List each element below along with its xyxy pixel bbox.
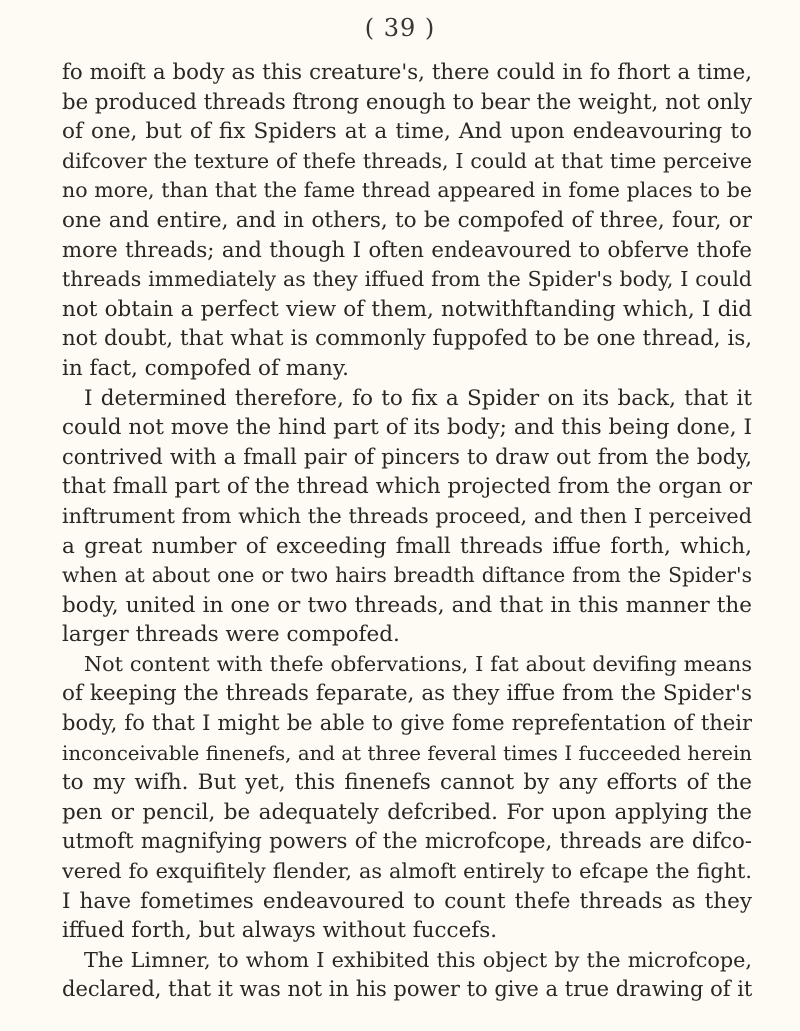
text-line: difcover the texture of thefe threads, I could at that time perceive — [62, 148, 752, 173]
text-line: when at about one or two hairs breadth diftance from the Spider's — [62, 563, 752, 588]
text-line: larger threads were compofed. — [62, 622, 400, 648]
text-line: one and entire, and in others, to be compofed of three, four, or — [62, 207, 752, 233]
text-line: I have fometimes endeavoured to count thefe threads as they — [62, 888, 752, 914]
text-line: a great number of exceeding fmall threads iffue forth, which, — [62, 533, 752, 559]
text-line: contrived with a fmall pair of pincers to draw out from the body, — [62, 444, 752, 469]
text-line: body, united in one or two threads, and that in this manner the — [62, 592, 752, 618]
text-line: vered fo exquifitely flender, as almoft entirely to efcape the fight. — [62, 859, 752, 884]
text-line: utmoft magnifying powers of the microfcope, threads are difco- — [62, 829, 752, 855]
paragraph-1 — [62, 58, 752, 384]
text-line: not obtain a perfect view of them, notwithftanding which, I did — [62, 296, 752, 322]
text-line: be produced threads ftrong enough to bear the weight, not only — [62, 89, 752, 115]
paragraph-4 — [62, 946, 752, 1005]
text-line: iffued forth, but always without fuccefs. — [62, 918, 498, 944]
text-line: of keeping the threads feparate, as they iffue from the Spider's — [62, 681, 752, 707]
text-line: threads immediately as they iffued from the Spider's body, I could — [62, 267, 752, 292]
text-line: inconceivable finenefs, and at three feveral times I fucceeded herein — [62, 741, 752, 765]
text-line: of one, but of fix Spiders at a time, And upon endeavouring to — [62, 119, 752, 145]
text-line: no more, than that the fame thread appeared in fome places to be — [62, 178, 752, 203]
paragraph-2 — [62, 384, 752, 650]
text-line: Not content with thefe obfervations, I fat about devifing means — [84, 651, 752, 676]
text-line: declared, that it was not in his power to give a true drawing of it — [62, 977, 752, 1002]
text-line: I determined therefore, fo to fix a Spider on its back, that it — [84, 385, 752, 411]
text-line: in fact, compofed of many. — [62, 355, 349, 381]
text-line: not doubt, that what is commonly fuppofed to be one thread, is, — [62, 326, 752, 352]
text-line: to my wifh. But yet, this finenefs cannot by any efforts of the — [62, 770, 752, 796]
page-number: ( 39 ) — [364, 14, 436, 42]
paragraph-3 — [62, 650, 752, 946]
text-line: pen or pencil, be adequately defcribed. For upon applying the — [62, 799, 752, 825]
text-line: inftrument from which the threads proceed, and then I perceived — [62, 503, 752, 528]
body-text — [62, 58, 752, 1005]
text-line: could not move the hind part of its body; and this being done, I — [62, 415, 752, 441]
text-line: The Limner, to whom I exhibited this object by the microfcope, — [84, 947, 752, 972]
text-line: fo moift a body as this creature's, there could in fo fhort a time, — [62, 60, 752, 85]
text-line: body, fo that I might be able to give fome reprefentation of their — [62, 711, 752, 736]
text-line: more threads; and though I often endeavoured to obferve thofe — [62, 237, 752, 263]
text-line: that fmall part of the thread which projected from the organ or — [62, 474, 752, 500]
